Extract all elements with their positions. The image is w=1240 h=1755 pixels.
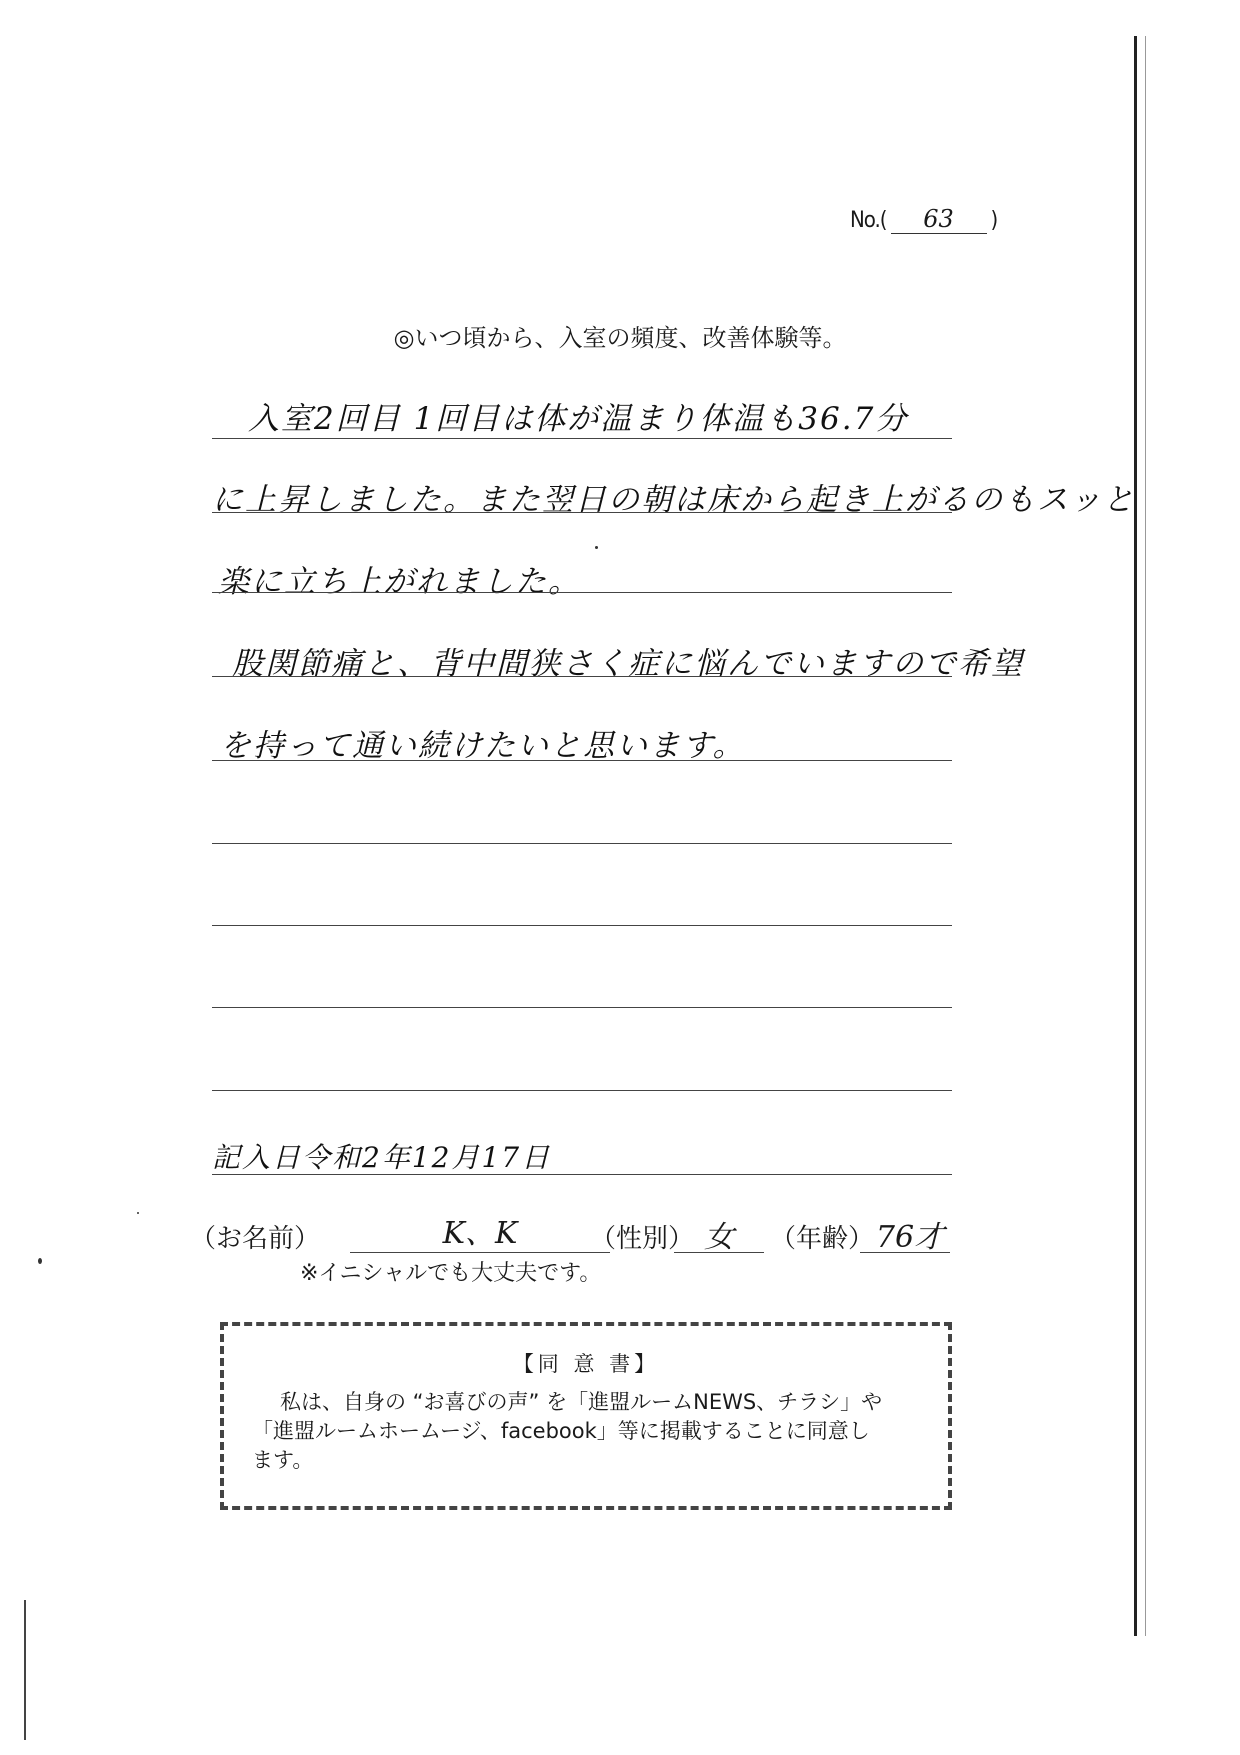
ruled-line	[212, 1174, 952, 1175]
consent-line: 「進盟ルームホームージ、facebook」等に掲載することに同意し	[252, 1419, 870, 1443]
ruled-line	[212, 1007, 952, 1008]
scan-speck	[595, 546, 598, 549]
consent-title: 【同 意 書】	[512, 1352, 660, 1376]
gender-underline	[674, 1252, 764, 1253]
consent-body	[252, 1388, 928, 1475]
handwritten-line: 股関節痛と、背中間狭さく症に悩んでいますので希望	[232, 646, 1024, 682]
gender-label: （性別）	[590, 1224, 695, 1254]
handwritten-line: 入室2回目 1回目は体が温まり体温も36.7分	[248, 401, 909, 437]
ruled-line	[212, 676, 952, 677]
handwritten-line: を持って通い続けたいと思います。	[220, 728, 746, 764]
ruled-line	[212, 592, 952, 593]
consent-line: 私は、自身の “お喜びの声” を「進盟ルームNEWS、チラシ」や	[280, 1390, 883, 1414]
gender-value: 女	[704, 1220, 734, 1255]
name-underline	[350, 1252, 610, 1253]
scan-edge-line-left	[24, 1600, 26, 1740]
age-label: （年齢）	[770, 1224, 875, 1254]
name-label: （お名前）	[190, 1224, 321, 1254]
scan-speck	[38, 1258, 42, 1264]
handwritten-line: 楽に立ち上がれました。	[218, 564, 581, 600]
ruled-line	[212, 1090, 952, 1091]
number-close: )	[990, 208, 999, 233]
scan-edge-line-faint	[1145, 36, 1146, 1636]
ruled-line	[212, 512, 952, 513]
number-prefix: No.(	[850, 208, 887, 233]
initial-note: ※イニシャルでも大丈夫です。	[300, 1261, 602, 1286]
document-number	[850, 205, 998, 234]
ruled-line	[212, 760, 952, 761]
handwritten-line: に上昇しました。また翌日の朝は床から起き上がるのもスッと	[212, 482, 1136, 518]
ruled-line	[212, 438, 952, 439]
number-value: 63	[891, 205, 987, 234]
question-prompt: ◎いつ頃から、入室の頻度、改善体験等。	[393, 324, 847, 352]
ruled-line	[212, 843, 952, 844]
ruled-line	[212, 925, 952, 926]
scan-edge-line	[1134, 36, 1137, 1636]
age-value: 76才	[875, 1220, 945, 1255]
scan-speck	[137, 1212, 139, 1214]
consent-box	[220, 1322, 952, 1510]
entry-date: 記入日令和2年12月17日	[212, 1141, 552, 1174]
name-value: K、K	[442, 1216, 518, 1251]
age-underline	[860, 1252, 950, 1253]
consent-line: ます。	[252, 1448, 314, 1472]
